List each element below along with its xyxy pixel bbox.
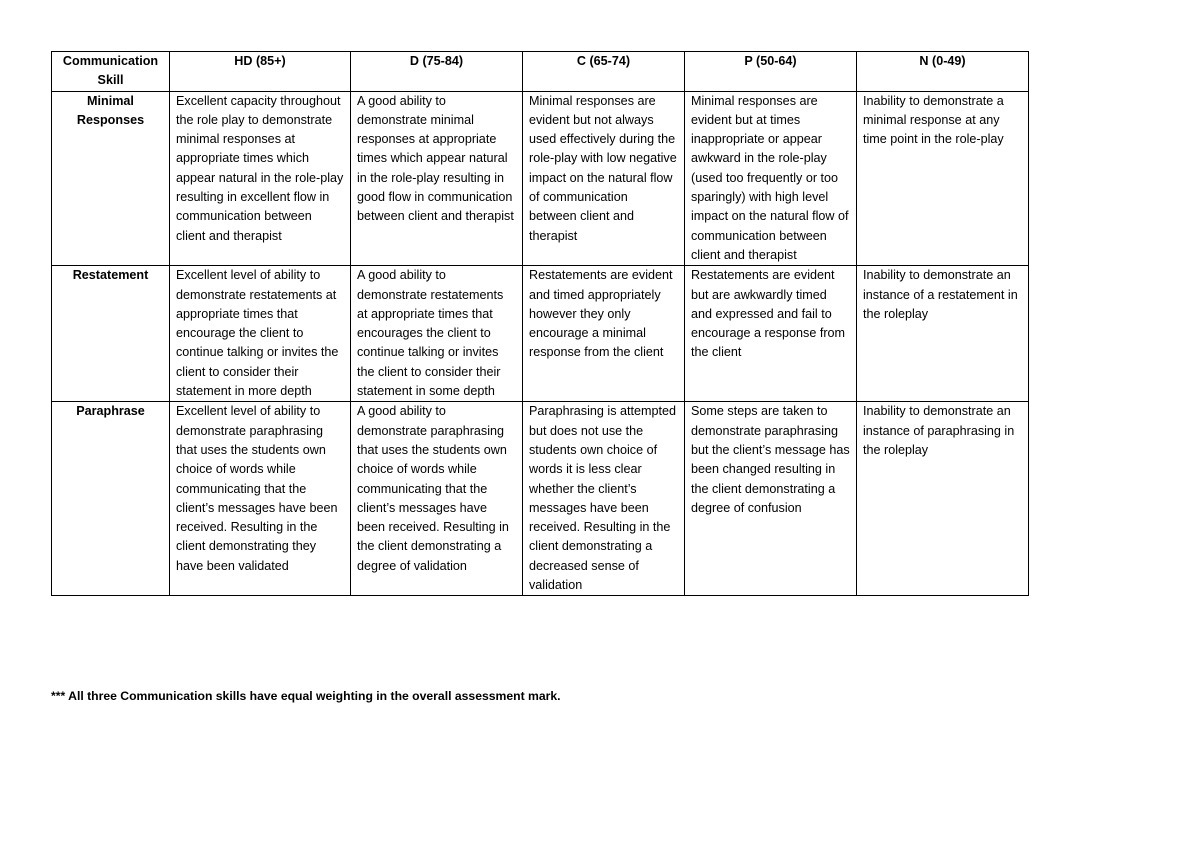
n-criteria-cell: Inability to demonstrate a minimal response at any time point in the role-play bbox=[857, 91, 1029, 266]
header-n: N (0-49) bbox=[857, 52, 1029, 92]
d-criteria-cell: A good ability to demonstrate minimal responses at appropriate times which appear natural in the role-play resulting in good flow in communication between client and therapist bbox=[351, 91, 523, 266]
p-criteria-cell: Minimal responses are evident but at times inappropriate or appear awkward in the role-play (used too frequently or too sparingly) with high level impact on the natural flow of communication between client and therapist bbox=[685, 91, 857, 266]
skill-name-cell: Restatement bbox=[52, 266, 170, 402]
table-row bbox=[52, 402, 1029, 596]
p-criteria-cell: Restatements are evident but are awkwardly timed and expressed and fail to encourage a response from the client bbox=[685, 266, 857, 402]
skill-name-cell: Paraphrase bbox=[52, 402, 170, 596]
c-criteria-cell: Paraphrasing is attempted but does not use the students own choice of words it is less clear whether the client’s messages have been received. Resulting in the client demonstrating a decreased sense of validation bbox=[523, 402, 685, 596]
d-criteria-cell: A good ability to demonstrate restatements at appropriate times that encourages the client to continue talking or invites the client to consider their statement in some depth bbox=[351, 266, 523, 402]
c-criteria-cell: Restatements are evident and timed appropriately however they only encourage a minimal response from the client bbox=[523, 266, 685, 402]
d-criteria-cell: A good ability to demonstrate paraphrasing that uses the students own choice of words while communicating that the client’s messages have been received. Resulting in the client demonstrating a degree of validation bbox=[351, 402, 523, 596]
header-d: D (75-84) bbox=[351, 52, 523, 92]
skill-name-cell: Minimal Responses bbox=[52, 91, 170, 266]
header-hd: HD (85+) bbox=[170, 52, 351, 92]
n-criteria-cell: Inability to demonstrate an instance of paraphrasing in the roleplay bbox=[857, 402, 1029, 596]
header-communication-skill: Communication Skill bbox=[52, 52, 170, 92]
hd-criteria-cell: Excellent level of ability to demonstrate restatements at appropriate times that encourage the client to continue talking or invites the client to consider their statement in more depth bbox=[170, 266, 351, 402]
table-row bbox=[52, 91, 1029, 266]
header-row bbox=[52, 52, 1029, 92]
n-criteria-cell: Inability to demonstrate an instance of a restatement in the roleplay bbox=[857, 266, 1029, 402]
table-row bbox=[52, 266, 1029, 402]
p-criteria-cell: Some steps are taken to demonstrate paraphrasing but the client’s message has been changed resulting in the client demonstrating a degree of confusion bbox=[685, 402, 857, 596]
weighting-footnote: *** All three Communication skills have equal weighting in the overall assessment mark. bbox=[51, 689, 561, 703]
hd-criteria-cell: Excellent level of ability to demonstrate paraphrasing that uses the students own choice of words while communicating that the client’s messages have been received. Resulting in the client demonstrating they have been validated bbox=[170, 402, 351, 596]
assessment-rubric-table bbox=[51, 51, 1029, 596]
header-c: C (65-74) bbox=[523, 52, 685, 92]
hd-criteria-cell: Excellent capacity throughout the role play to demonstrate minimal responses at appropriate times which appear natural in the role-play resulting in excellent flow in communication between client and therapist bbox=[170, 91, 351, 266]
c-criteria-cell: Minimal responses are evident but not always used effectively during the role-play with low negative impact on the natural flow of communication between client and therapist bbox=[523, 91, 685, 266]
header-p: P (50-64) bbox=[685, 52, 857, 92]
